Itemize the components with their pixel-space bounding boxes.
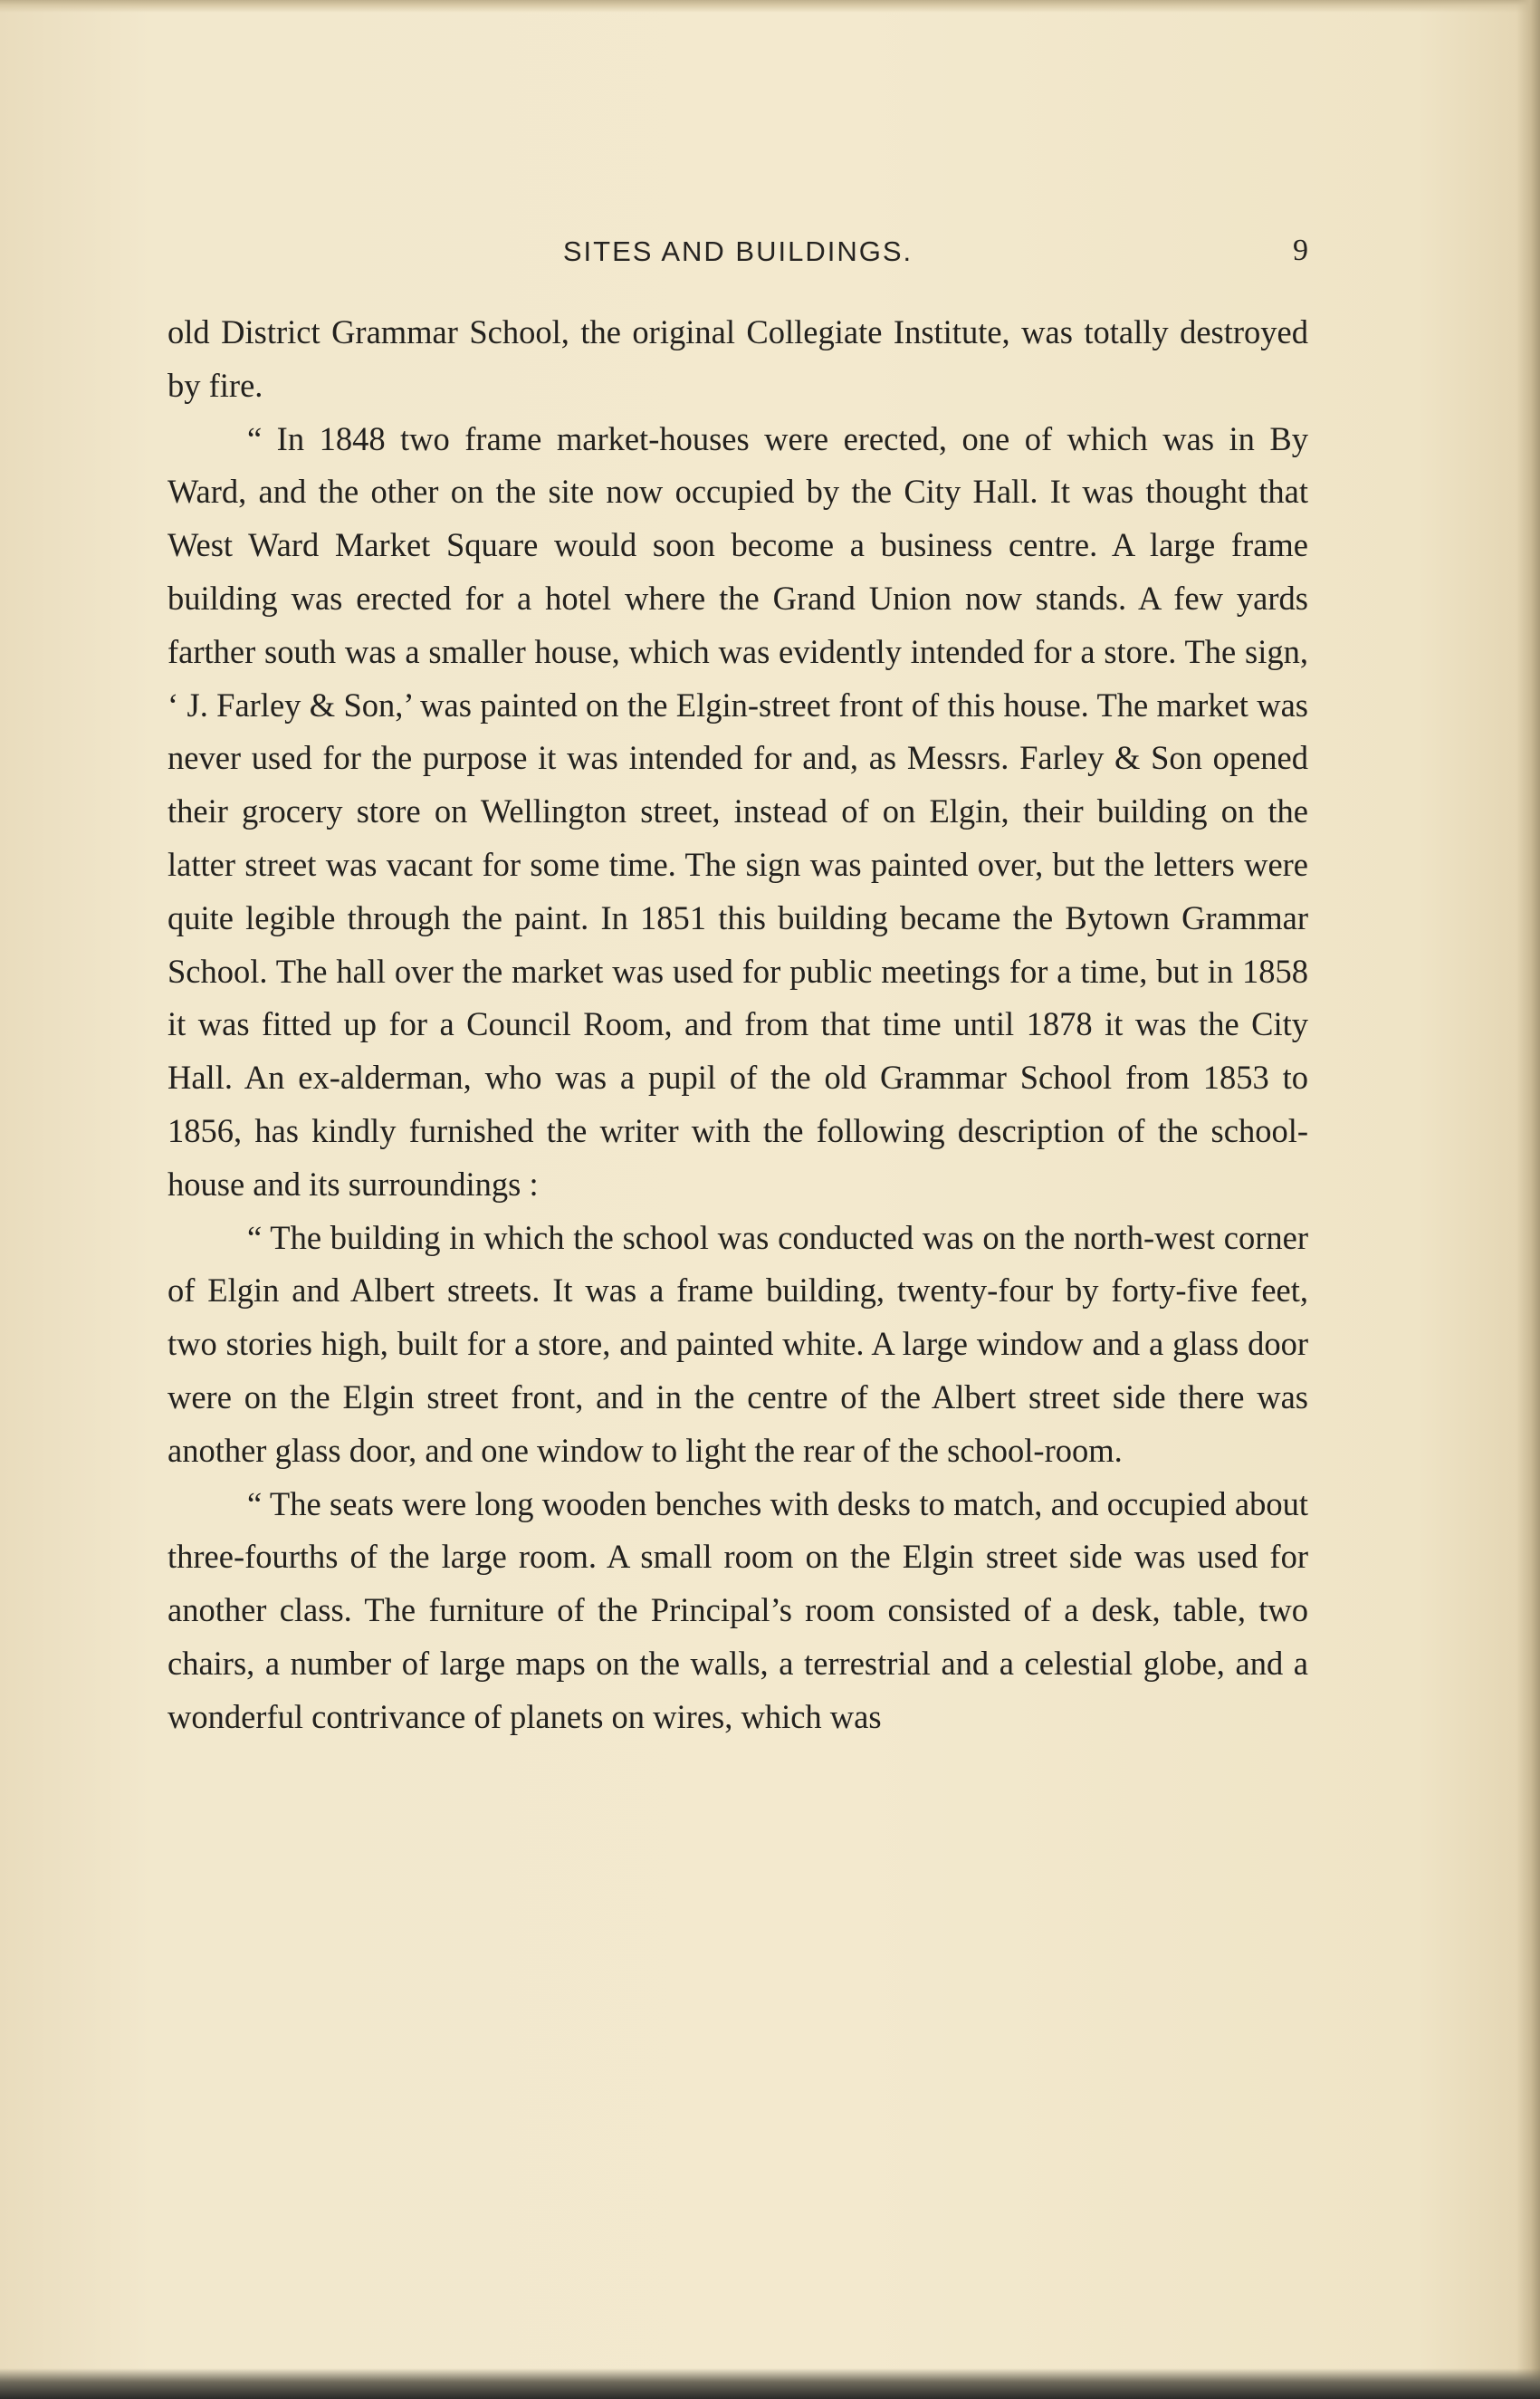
page-top-shadow xyxy=(0,0,1540,13)
page-bottom-shadow xyxy=(0,2368,1540,2399)
paragraph-4: “ The seats were long wooden benches with desks to match, and occupied about three-fourths of the large room. A small room on the Elgin street side was used for another class. The furniture of the Principal’s room consisted of a desk, table, two chairs, a number of large maps on the walls, a terrestrial and a celestial globe, and a wonderful contrivance of planets on wires, which was xyxy=(167,1484,1308,1735)
paragraph-2: “ In 1848 two frame market-houses were erected, one of which was in By Ward, and the other on the site now occupied by the City Hall. It was thought that West Ward Market Square would soon become a business centre. A large frame building was erected for a hotel where the Grand Union now stands. A few yards farther south was a smaller house, which was evidently intended for a store. The sign, ‘ J. Farley & Son,’ was painted on the Elgin-street front of this house. The market was never used for the purpose it was intended for and, as Messrs. Farley & Son opened their grocery store on Wellington street, instead of on Elgin, their building on the latter street was vacant for some time. The sign was painted over, but the letters were quite legible through the paint. In 1851 this building became the Bytown Grammar School. The hall over the market was used for public meetings for a time, but in 1858 it was fitted up for a Council Room, and from that time until 1878 it was the City Hall. An ex-alderman, who was a pupil of the old Grammar School from 1853 to 1856, has kindly furnished the writer with the following description of the school-house and its surroundings : xyxy=(167,419,1308,1203)
paragraph-1: old District Grammar School, the original Collegiate Institute, was totally destroyed by fire. xyxy=(167,313,1308,404)
page-number: 9 xyxy=(1293,234,1308,267)
page-right-edge xyxy=(1516,0,1540,2399)
running-head: SITES AND BUILDINGS. xyxy=(562,235,913,267)
body-text xyxy=(167,306,1308,1744)
page-header xyxy=(167,230,1308,275)
paragraph-3: “ The building in which the school was conducted was on the north-west corner of Elgin and Albert streets. It was a frame building, twenty-four by forty-five feet, two stories high, built for a store, and painted white. A large window and a glass door were on the Elgin street front, and in the centre of the Albert street side there was another glass door, and one window to light the rear of the school-room. xyxy=(167,1218,1308,1469)
